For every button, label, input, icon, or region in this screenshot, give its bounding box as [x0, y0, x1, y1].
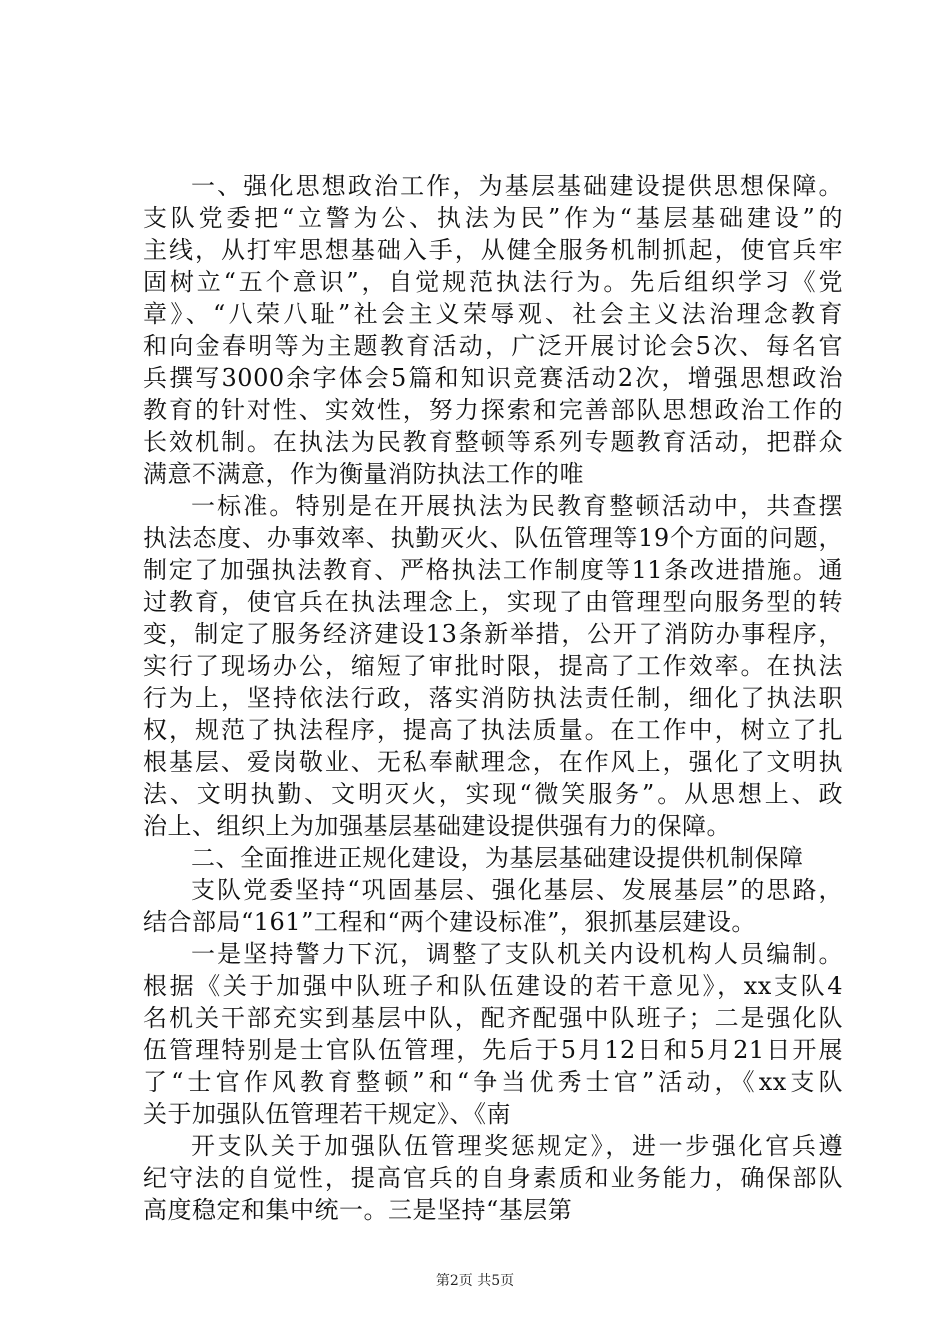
text-line: 支队党委坚持“巩固基层、强化基层、发展基层”的思路，: [191, 876, 843, 904]
text-line: 行为上，坚持依法行政，落实消防执法责任制，细化了执法职: [143, 684, 843, 712]
text-line: 主线，从打牢思想基础入手，从健全服务机制抓起，使官兵牢: [143, 236, 843, 264]
text-line: 一、强化思想政治工作，为基层基础建设提供思想保障。: [191, 172, 843, 200]
text-line: 固树立“五个意识”，自觉规范执法行为。先后组织学习《党: [143, 268, 843, 296]
text-line: 章》、“八荣八耻”社会主义荣辱观、社会主义法治理念教育: [143, 300, 843, 328]
text-line: 权，规范了执法程序，提高了执法质量。在工作中，树立了扎: [143, 716, 843, 744]
text-line: 教育的针对性、实效性，努力探索和完善部队思想政治工作的: [143, 396, 843, 424]
document-body: [143, 170, 843, 1226]
text-line: 根据《关于加强中队班子和队伍建设的若干意见》，xx支队4: [143, 972, 843, 1000]
text-line: 开支队关于加强队伍管理奖惩规定》，进一步强化官兵遵: [191, 1132, 843, 1160]
text-line: 和向金春明等为主题教育活动，广泛开展讨论会5次、每名官: [143, 332, 843, 360]
text-line: 满意不满意，作为衡量消防执法工作的唯: [143, 460, 584, 488]
text-line: 根基层、爱岗敬业、无私奉献理念，在作风上，强化了文明执: [143, 748, 843, 776]
text-line: 一标准。特别是在开展执法为民教育整顿活动中，共查摆: [191, 492, 843, 520]
text-line: 法、文明执勤、文明灭火，实现“微笑服务”。从思想上、政: [143, 780, 843, 808]
text-line: 长效机制。在执法为民教育整顿等系列专题教育活动，把群众: [143, 428, 843, 456]
text-line: 变，制定了服务经济建设13条新举措，公开了消防办事程序，: [143, 620, 843, 648]
text-line: 一是坚持警力下沉，调整了支队机关内设机构人员编制。: [191, 940, 843, 968]
text-line: 纪守法的自觉性，提高官兵的自身素质和业务能力，确保部队: [143, 1164, 843, 1192]
text-line: 名机关干部充实到基层中队，配齐配强中队班子；二是强化队: [143, 1004, 843, 1032]
text-line: 结合部局“161”工程和“两个建设标准”，狠抓基层建设。: [143, 908, 756, 936]
text-line: 二、全面推进正规化建设，为基层基础建设提供机制保障: [191, 844, 804, 872]
text-line: 了“士官作风教育整顿”和“争当优秀士官”活动，《xx支队: [143, 1068, 843, 1096]
text-line: 执法态度、办事效率、执勤灭火、队伍管理等19个方面的问题，: [143, 524, 843, 552]
text-line: 关于加强队伍管理若干规定》、《南: [143, 1100, 511, 1128]
text-line: 支队党委把“立警为公、执法为民”作为“基层基础建设”的: [143, 204, 843, 232]
text-line: 过教育，使官兵在执法理念上，实现了由管理型向服务型的转: [143, 588, 843, 616]
text-line: 实行了现场办公，缩短了审批时限，提高了工作效率。在执法: [143, 652, 843, 680]
text-line: 高度稳定和集中统一。三是坚持“基层第: [143, 1196, 573, 1224]
text-line: 治上、组织上为加强基层基础建设提供强有力的保障。: [143, 812, 731, 840]
text-line: 伍管理特别是士官队伍管理，先后于5月12日和5月21日开展: [143, 1036, 843, 1064]
text-line: 兵撰写3000余字体会5篇和知识竞赛活动2次，增强思想政治: [143, 364, 843, 392]
page-footer: 第2页 共5页: [435, 1273, 515, 1289]
text-line: 制定了加强执法教育、严格执法工作制度等11条改进措施。通: [143, 556, 843, 584]
